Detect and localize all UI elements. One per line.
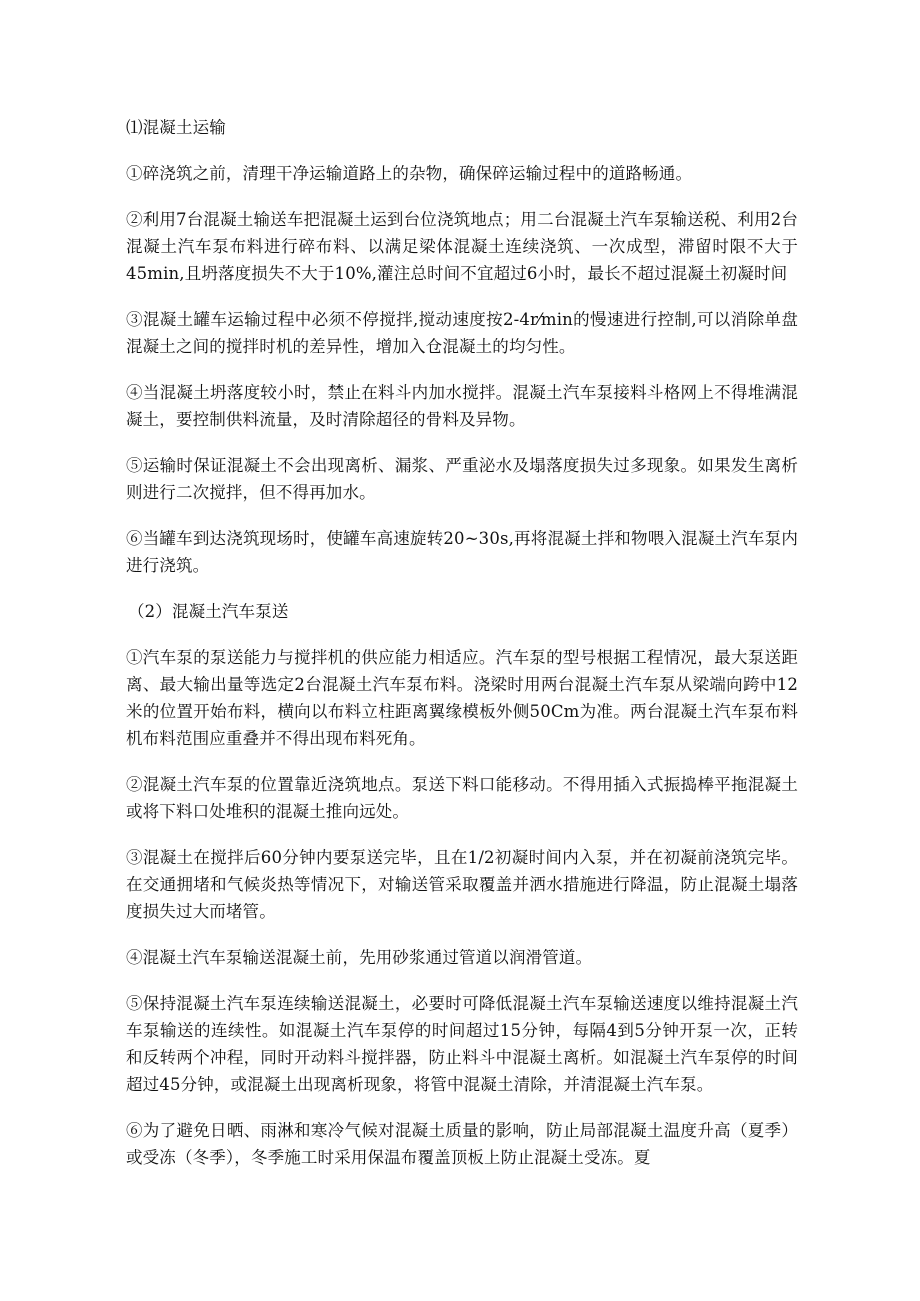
paragraph-1-1: ①碎浇筑之前，清理干净运输道路上的杂物，确保碎运输过程中的道路畅通。 xyxy=(126,164,693,183)
paragraph-2-6: ⑥为了避免日晒、雨淋和寒冷气候对混凝土质量的影响，防止局部混凝土温度升高（夏季）或受冻（冬季），冬季施工时采用保温布覆盖顶板上防止混凝土受冻。夏 xyxy=(126,1121,798,1167)
paragraph-1-6: ⑥当罐车到达浇筑现场时，使罐车高速旋转20~30s,再将混凝土拌和物喂入混凝土汽车泵内进行浇筑。 xyxy=(126,529,798,575)
paragraph-2-1: ①汽车泵的泵送能力与搅拌机的供应能力相适应。汽车泵的型号根据工程情况，最大泵送距离、最大输出量等选定2台混凝土汽车泵布料。浇梁时用两台混凝土汽车泵从梁端向跨中12米的位置开始布料，横向以布料立柱距离翼缘模板外侧50Cm为准。两台混凝土汽车泵布料机布料范围应重叠并不得出现布料死角。 xyxy=(126,648,798,748)
paragraph-1-5: ⑤运输时保证混凝土不会出现离析、漏浆、严重泌水及塌落度损失过多现象。如果发生离析则进行二次搅拌，但不得再加水。 xyxy=(126,456,798,502)
section-1-heading: ⑴混凝土运输 xyxy=(126,118,226,137)
paragraph-2-5: ⑤保持混凝土汽车泵连续输送混凝土，必要时可降低混凝土汽车泵输送速度以维持混凝土汽车泵输送的连续性。如混凝土汽车泵停的时间超过15分钟，每隔4到5分钟开泵一次，正转和反转两个冲程，同时开动料斗搅拌器，防止料斗中混凝土离析。如混凝土汽车泵停的时间超过45分钟，或混凝土出现离析现象，将管中混凝土清除，并清混凝土汽车泵。 xyxy=(126,994,798,1094)
section-2-heading: （2）混凝土汽车泵送 xyxy=(128,602,289,621)
paragraph-1-4: ④当混凝土坍落度较小时，禁止在料斗内加水搅拌。混凝土汽车泵接料斗格网上不得堆满混凝土，要控制供料流量，及时清除超径的骨料及异物。 xyxy=(126,383,798,429)
document-page xyxy=(126,114,798,1190)
paragraph-1-2: ②利用7台混凝土输送车把混凝土运到台位浇筑地点；用二台混凝土汽车泵输送税、利用2台混凝土汽车泵布料进行碎布料、以满足梁体混凝土连续浇筑、一次成型，滞留时限不大于45min,且坍落度损失不大于10%,灌注总时间不宜超过6小时，最长不超过混凝土初凝时间 xyxy=(126,210,798,283)
paragraph-1-3: ③混凝土罐车运输过程中必须不停搅拌,搅动速度按2-4r⁄min的慢速进行控制,可以消除单盘混凝土之间的搅拌时机的差异性，增加入仓混凝土的均匀性。 xyxy=(126,310,798,356)
paragraph-2-2: ②混凝土汽车泵的位置靠近浇筑地点。泵送下料口能移动。不得用插入式振捣棒平拖混凝土或将下料口处堆积的混凝土推向远处。 xyxy=(126,775,798,821)
paragraph-2-3: ③混凝土在搅拌后60分钟内要泵送完毕，且在1/2初凝时间内入泵，并在初凝前浇筑完毕。在交通拥堵和气候炎热等情况下，对输送管采取覆盖并洒水措施进行降温，防止混凝土塌落度损失过大而堵管。 xyxy=(126,848,798,921)
paragraph-2-4: ④混凝土汽车泵输送混凝土前，先用砂浆通过管道以润滑管道。 xyxy=(126,948,593,967)
